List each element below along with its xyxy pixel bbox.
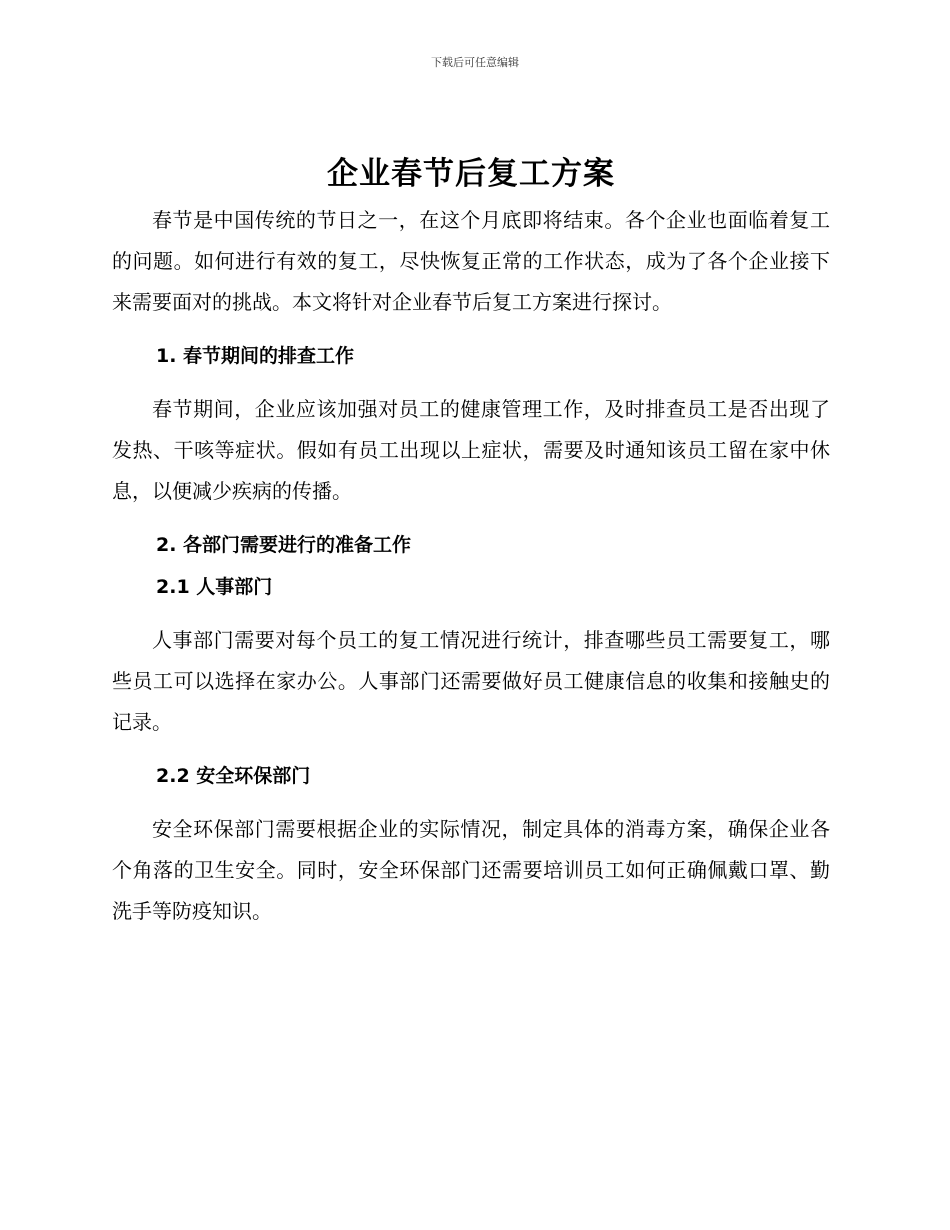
section-2-1-paragraph: 人事部门需要对每个员工的复工情况进行统计，排查哪些员工需要复工，哪些员工可以选择在家办公。人事部门还需要做好员工健康信息的收集和接触史的记录。 [112,628,830,734]
section-2-1-heading: 2.1 人事部门 [156,576,273,598]
section-2-2-heading: 2.2 安全环保部门 [156,765,311,787]
section-1-heading: 1. 春节期间的排查工作 [156,345,355,367]
document-body [112,148,830,932]
intro-paragraph: 春节是中国传统的节日之一，在这个月底即将结束。各个企业也面临着复工的问题。如何进行有效的复工，尽快恢复正常的工作状态，成为了各个企业接下来需要面对的挑战。本文将针对企业春节后复工方案进行探讨。 [112,208,830,314]
document-title: 企业春节后复工方案 [327,156,615,192]
header-note: 下载后可任意编辑 [431,56,519,69]
section-2-heading: 2. 各部门需要进行的准备工作 [156,534,412,556]
section-1-paragraph: 春节期间，企业应该加强对员工的健康管理工作，及时排查员工是否出现了发热、干咳等症状。假如有员工出现以上症状，需要及时通知该员工留在家中休息，以便减少疾病的传播。 [112,397,830,503]
section-2-2-paragraph: 安全环保部门需要根据企业的实际情况，制定具体的消毒方案，确保企业各个角落的卫生安全。同时，安全环保部门还需要培训员工如何正确佩戴口罩、勤洗手等防疫知识。 [112,817,830,923]
